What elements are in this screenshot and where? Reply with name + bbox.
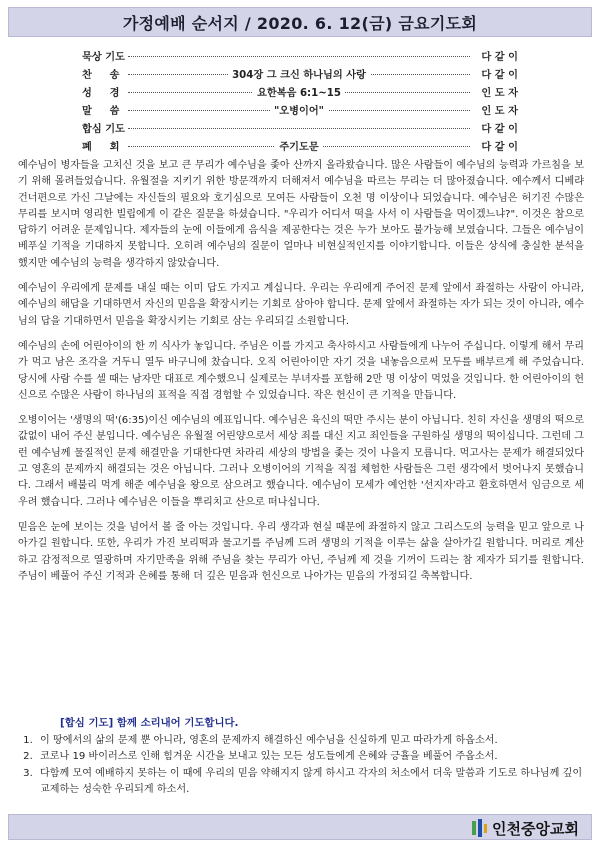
order-label: 찬 송 bbox=[82, 69, 120, 81]
order-label: 폐 회 bbox=[82, 141, 120, 153]
prayer-item: 2. 코로나 19 바이러스로 인해 힘겨운 시간을 보내고 있는 모든 성도들에게 은혜와 긍휼을 베풀어 주옵소서. bbox=[36, 749, 584, 765]
prayer-heading: [합심 기도] 함께 소리내어 기도합니다. bbox=[60, 717, 239, 729]
order-leader: 다 같 이 bbox=[481, 141, 518, 153]
order-leader-dots bbox=[126, 46, 472, 64]
prayer-item: 3. 다함께 모여 예배하지 못하는 이 때에 우리의 믿음 약해지지 않게 하시고 각자의 처소에서 더욱 말씀과 기도로 하나님께 깊이 교제하는 성숙한 우리되게 하소서. bbox=[36, 766, 584, 799]
church-logo bbox=[472, 817, 579, 839]
order-label: 성 경 bbox=[82, 87, 120, 99]
prayer-list bbox=[18, 733, 584, 798]
order-content: 요한복음 6:1~15 bbox=[253, 84, 345, 99]
sermon-paragraph: 오병이어는 '생명의 떡'(6:35)이신 예수님의 예표입니다. 예수님은 육신의 떡만 주시는 분이 아닙니다. 친히 자신을 생명의 떡으로 값없이 내어 주신 분입니다. 예수님은 유월절 어린양으로서 세상 죄를 대신 지고 죄인들을 구원하실 생명의 떡이십니다. 그런데 그런 예수님께 물질적인 문제 해결만을 기대한다면 차라리 세상의 방법을 좇는 것이 나을지 모릅니다. 먹고사는 문제가 해결되었다고 영혼의 문제까지 해결되는 것은 아닙니다. 그러나 오병이어의 기적을 직접 체험한 사람들은 그런 생각에서 벗어나지 못했습니다. 그래서 배불리 먹게 해준 예수님을 왕으로 삼으려고 했습니다. 예수님이 모세가 예언한 '선지자'라고 환호하면서 임금으로 세우려 했습니다. 그러나 예수님은 이들을 뿌리치고 산으로 떠나십니다. bbox=[18, 415, 584, 508]
page-title: 가정예배 순서지 / 2020. 6. 12(금) 금요기도회 bbox=[122, 13, 478, 33]
sermon-paragraph: 믿음은 눈에 보이는 것을 넘어서 볼 줄 아는 것입니다. 우리 생각과 현실 때문에 좌절하지 않고 그리스도의 능력을 믿고 앞으로 나아가길 원합니다. 또한, 우리가 가진 보리떡과 물고기를 주님께 드려 생명의 기적을 이루는 삶을 살아가길 원합니다. 머리로 계산하고 감정적으로 열광하며 자기만족을 위해 주님을 찾는 무리가 아닌, 주님께 제 것을 기꺼이 드리는 참 제자가 되기를 원합니다. 주님이 베풀어 주신 기적과 은혜를 통해 더 깊은 믿음과 헌신으로 나아가는 믿음의 가정되길 축복합니다. bbox=[18, 521, 584, 582]
church-logo-icon bbox=[472, 819, 487, 837]
order-row bbox=[82, 46, 518, 64]
order-leader: 다 같 이 bbox=[481, 51, 518, 63]
footer-bar bbox=[8, 814, 592, 840]
sermon-paragraph: 예수님이 병자들을 고치신 것을 보고 큰 무리가 예수님을 좇아 산까지 올라왔습니다. 많은 사람들이 예수님의 능력과 가르침을 보기 위해 몰려들었습니다. 유월절을 지키기 위한 방문객까지 더해져서 예수님을 따르는 무리는 더 많아졌습니다. 예수께서 디베랴 건너편으로 가신 그날에는 자신들의 필요와 호기심으로 모여든 사람들이 오천 명 이상이나 되었습니다. 예수님은 허기진 수많은 무리를 보시며 영리한 빌립에게 이 같은 질문을 하셨습니다. "우리가 어디서 떡을 사서 이 사람들을 먹이겠느냐?". 이것은 참으로 답하기 어려운 문제입니다. 제자들의 눈에 이들에게 음식을 제공한다는 것은 누가 보아도 불가능해 보였습니다. 그들은 예수님이 베푸실 기적을 기대하지 못합니다. 오히려 예수님의 질문이 얼마나 비현실적인지를 이야기합니다. 이들은 상식에 충실한 분석을 했지만 예수님의 능력을 생각하지 않았습니다. bbox=[18, 160, 584, 269]
sermon-paragraph: 예수님이 우리에게 문제를 내실 때는 이미 답도 가지고 계십니다. 우리는 우리에게 주어진 문제 앞에서 좌절하는 사람이 아니라, 예수님의 해답을 기대하면서 자신의 믿음을 확장시키는 기회로 삼아야 합니다. 문제 앞에서 좌절하는 자가 되는 것이 아니라, 예수님의 답을 기대하면서 믿음을 확장시키는 기회로 삼는 우리되길 소원합니다. bbox=[18, 283, 584, 327]
order-row bbox=[82, 118, 518, 136]
order-leader-dots bbox=[126, 64, 472, 82]
order-row bbox=[82, 82, 518, 100]
order-row bbox=[82, 100, 518, 118]
order-leader-dots bbox=[126, 82, 472, 100]
order-row bbox=[82, 64, 518, 82]
order-label: 합심 기도 bbox=[82, 123, 125, 135]
order-leader-dots bbox=[126, 136, 472, 154]
prayer-item: 1. 이 땅에서의 삶의 문제 뿐 아니라, 영혼의 문제까지 해결하신 예수님을 신실하게 믿고 따라가게 하옵소서. bbox=[36, 733, 584, 749]
order-label: 묵상 기도 bbox=[82, 51, 125, 63]
order-leader: 인 도 자 bbox=[481, 87, 518, 99]
order-content: "오병이어" bbox=[270, 102, 328, 117]
church-name: 인천중앙교회 bbox=[492, 819, 579, 838]
sermon-paragraph: 예수님의 손에 어린아이의 한 끼 식사가 놓입니다. 주님은 이를 가지고 축사하시고 사람들에게 나누어 주십니다. 이렇게 해서 무리가 먹고 남은 조각을 거두니 열두 바구니에 찼습니다. 오직 어린아이만 자기 것을 내놓음으로써 모두를 배부르게 해 주었습니다. 당시에 사람 수를 셀 때는 남자만 대표로 계수했으니 실제로는 부녀자를 포함해 2만 명 이상이 먹었을 것입니다. 한 어린아이의 헌신으로 수많은 사람이 하나님의 표적을 직접 경험할 수 있었습니다. 작은 헌신이 큰 기적을 만듭니다. bbox=[18, 340, 584, 401]
order-content: 304장 그 크신 하나님의 사랑 bbox=[228, 66, 370, 81]
worship-order bbox=[82, 46, 518, 154]
page-title-bar bbox=[8, 7, 592, 37]
order-content: 주기도문 bbox=[275, 138, 322, 153]
order-leader: 인 도 자 bbox=[481, 105, 518, 117]
order-leader-dots bbox=[126, 100, 472, 118]
order-row bbox=[82, 136, 518, 154]
order-leader-dots bbox=[126, 118, 472, 136]
sermon-body bbox=[18, 158, 584, 594]
order-leader: 다 같 이 bbox=[481, 69, 518, 81]
order-label: 말 씀 bbox=[82, 105, 120, 117]
order-leader: 다 같 이 bbox=[481, 123, 518, 135]
